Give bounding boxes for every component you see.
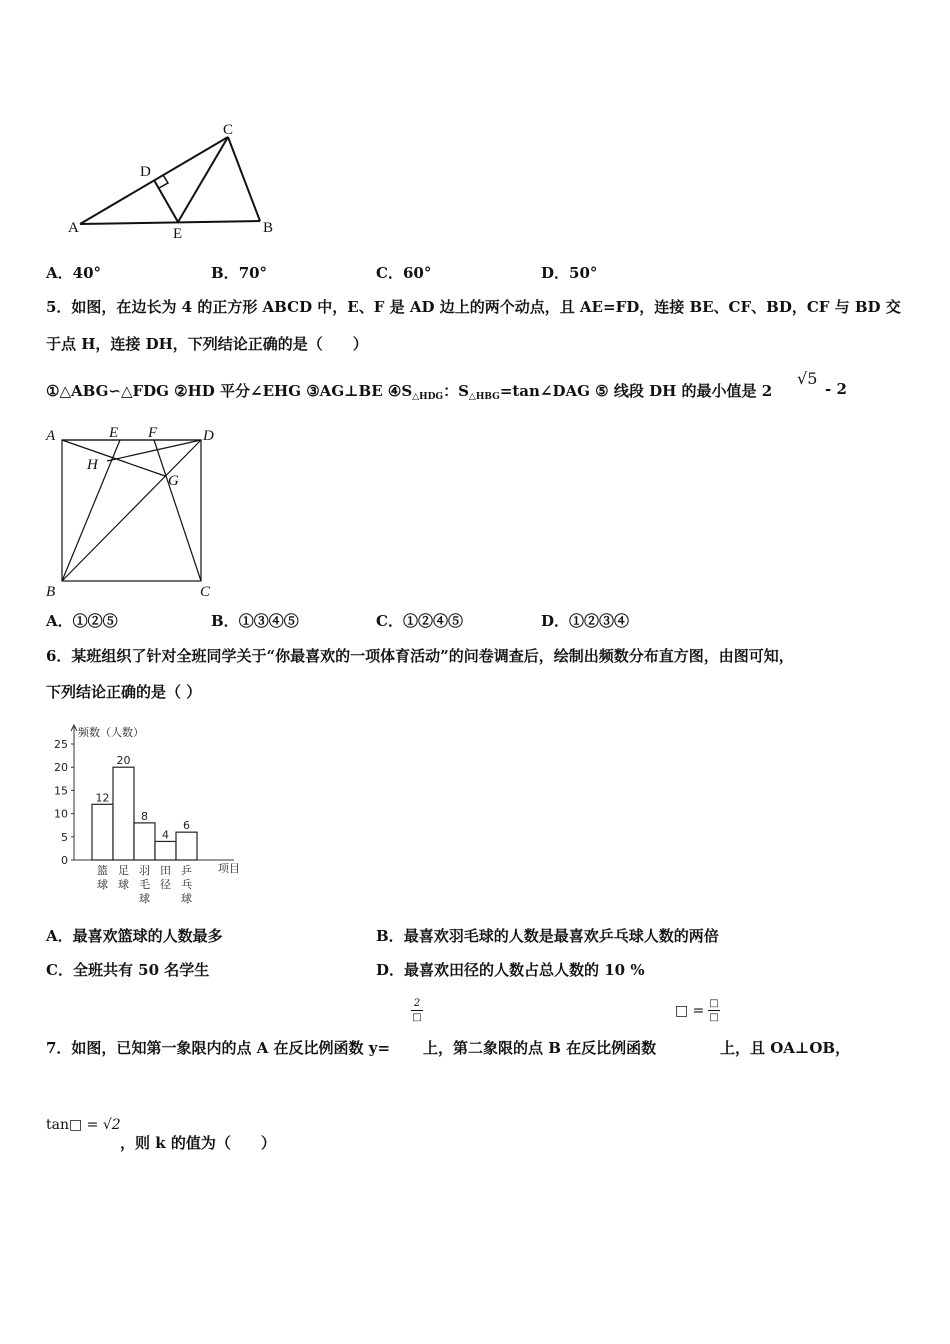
q6-option-a[interactable]: A．最喜欢篮球的人数最多 — [46, 927, 223, 945]
q4-triangle-figure — [60, 110, 300, 245]
label-C: C — [200, 584, 211, 600]
x-axis-label: 项目 — [218, 862, 240, 875]
q7-question-line1c: 上，且 OA⊥OB， — [720, 1039, 851, 1057]
histogram-bar — [92, 804, 113, 860]
segment-CE — [178, 137, 228, 222]
category-label: 足 — [118, 864, 129, 877]
q5-square-figure — [40, 420, 230, 602]
q5-minus-two: - 2 — [825, 380, 847, 398]
category-label: 毛 — [139, 878, 150, 891]
label-G: G — [168, 473, 179, 489]
q6-option-c[interactable]: C．全班共有 50 名学生 — [46, 961, 210, 979]
category-label: 乓 — [181, 878, 192, 891]
q7-fraction-2-lhs: □ = — [675, 1003, 705, 1019]
label-D: D — [203, 428, 214, 444]
y-tick-label: 10 — [54, 807, 68, 821]
category-label: 径 — [160, 878, 171, 891]
segment-HD — [107, 440, 201, 461]
q5-option-c[interactable]: C．①②④⑤ — [376, 612, 463, 630]
q7-question-line1a: 7．如图，已知第一象限内的点 A 在反比例函数 y= — [46, 1039, 391, 1057]
q7-question-line2: ，则 k 的值为（ ） — [120, 1134, 276, 1152]
q4-option-d[interactable]: D．50° — [541, 264, 598, 282]
label-E: E — [173, 226, 183, 242]
q4-option-a[interactable]: A．40° — [46, 264, 102, 282]
bar-value-label: 20 — [116, 754, 131, 768]
q5-option-b[interactable]: B．①③④⑤ — [211, 612, 299, 630]
category-label: 篮 — [97, 864, 108, 877]
segment-BD — [62, 440, 201, 581]
q5-sqrt5: √5 — [797, 369, 818, 388]
segment-AG — [62, 440, 165, 476]
label-H: H — [87, 457, 98, 473]
q5-question-line1: 5．如图，在边长为 4 的正方形 ABCD 中，E、F 是 AD 边上的两个动点，且 AE=FD，连接 BE、CF、BD，CF 与 BD 交 — [46, 298, 901, 316]
q5-statements: ①△ABG∽△FDG ②HD 平分∠EHG ③AG⊥BE $④S_{\triangle HDG}$：$S_{\triangle HBG}=\tan\angle DAG$ ⑤ 线段 DH 的最小值是 2 — [46, 382, 773, 402]
histogram-bar — [134, 823, 155, 860]
label-A: A — [68, 220, 79, 236]
label-E: E — [109, 425, 119, 441]
q7-fraction-1: 2 □ — [412, 998, 422, 1023]
category-label: 乒 — [181, 864, 192, 877]
q5-option-d[interactable]: D．①②③④ — [541, 612, 630, 630]
histogram-bar — [176, 832, 197, 860]
q4-option-b[interactable]: B．70° — [211, 264, 268, 282]
label-C: C — [223, 122, 234, 138]
label-B: B — [263, 220, 274, 236]
q6-option-d[interactable]: D．最喜欢田径的人数占总人数的 10 % — [376, 961, 645, 979]
segment-CF — [154, 440, 201, 581]
label-A: A — [46, 428, 56, 444]
q7-fraction-2: □ □ — [709, 998, 719, 1023]
q7-tan-expression: tan□ = √2 — [46, 1117, 121, 1133]
category-label: 球 — [181, 892, 192, 905]
bar-value-label: 6 — [183, 819, 190, 833]
y-tick-label: 15 — [54, 784, 68, 798]
q4-option-c[interactable]: C．60° — [376, 264, 432, 282]
histogram-bar — [155, 841, 176, 860]
y-axis-label: 频数（人数） — [78, 726, 144, 739]
category-label: 球 — [118, 878, 129, 891]
q5-question-line2: 于点 H，连接 DH，下列结论正确的是（ ） — [46, 335, 368, 353]
q6-option-b[interactable]: B．最喜欢羽毛球的人数是最喜欢乒乓球人数的两倍 — [376, 927, 719, 945]
label-D: D — [140, 164, 151, 180]
category-label: 球 — [97, 878, 108, 891]
q5-option-a[interactable]: A．①②⑤ — [46, 612, 118, 630]
bar-value-label: 4 — [162, 828, 169, 842]
histogram-bar — [113, 767, 134, 860]
y-tick-label: 5 — [61, 830, 68, 844]
label-B: B — [46, 584, 56, 600]
y-tick-label: 25 — [54, 738, 68, 751]
bar-value-label: 8 — [141, 809, 148, 823]
category-label: 球 — [139, 892, 150, 905]
q7-question-line1b: 上，第二象限的点 B 在反比例函数 — [423, 1039, 657, 1057]
segment-CB — [228, 137, 260, 221]
category-label: 田 — [160, 864, 171, 877]
label-F: F — [148, 425, 158, 441]
q6-question-line1: 6．某班组织了针对全班同学关于“你最喜欢的一项体育活动”的问卷调查后，绘制出频数分布直方图，由图可知， — [46, 647, 794, 665]
category-label: 羽 — [139, 864, 150, 877]
q6-question-line2: 下列结论正确的是（ ） — [46, 683, 202, 701]
bar-value-label: 12 — [95, 791, 110, 805]
y-tick-label: 0 — [61, 854, 68, 867]
y-tick-label: 20 — [54, 761, 68, 775]
segment-DE — [154, 180, 178, 222]
segment-AB — [80, 221, 260, 224]
q6-histogram-chart — [44, 718, 254, 913]
